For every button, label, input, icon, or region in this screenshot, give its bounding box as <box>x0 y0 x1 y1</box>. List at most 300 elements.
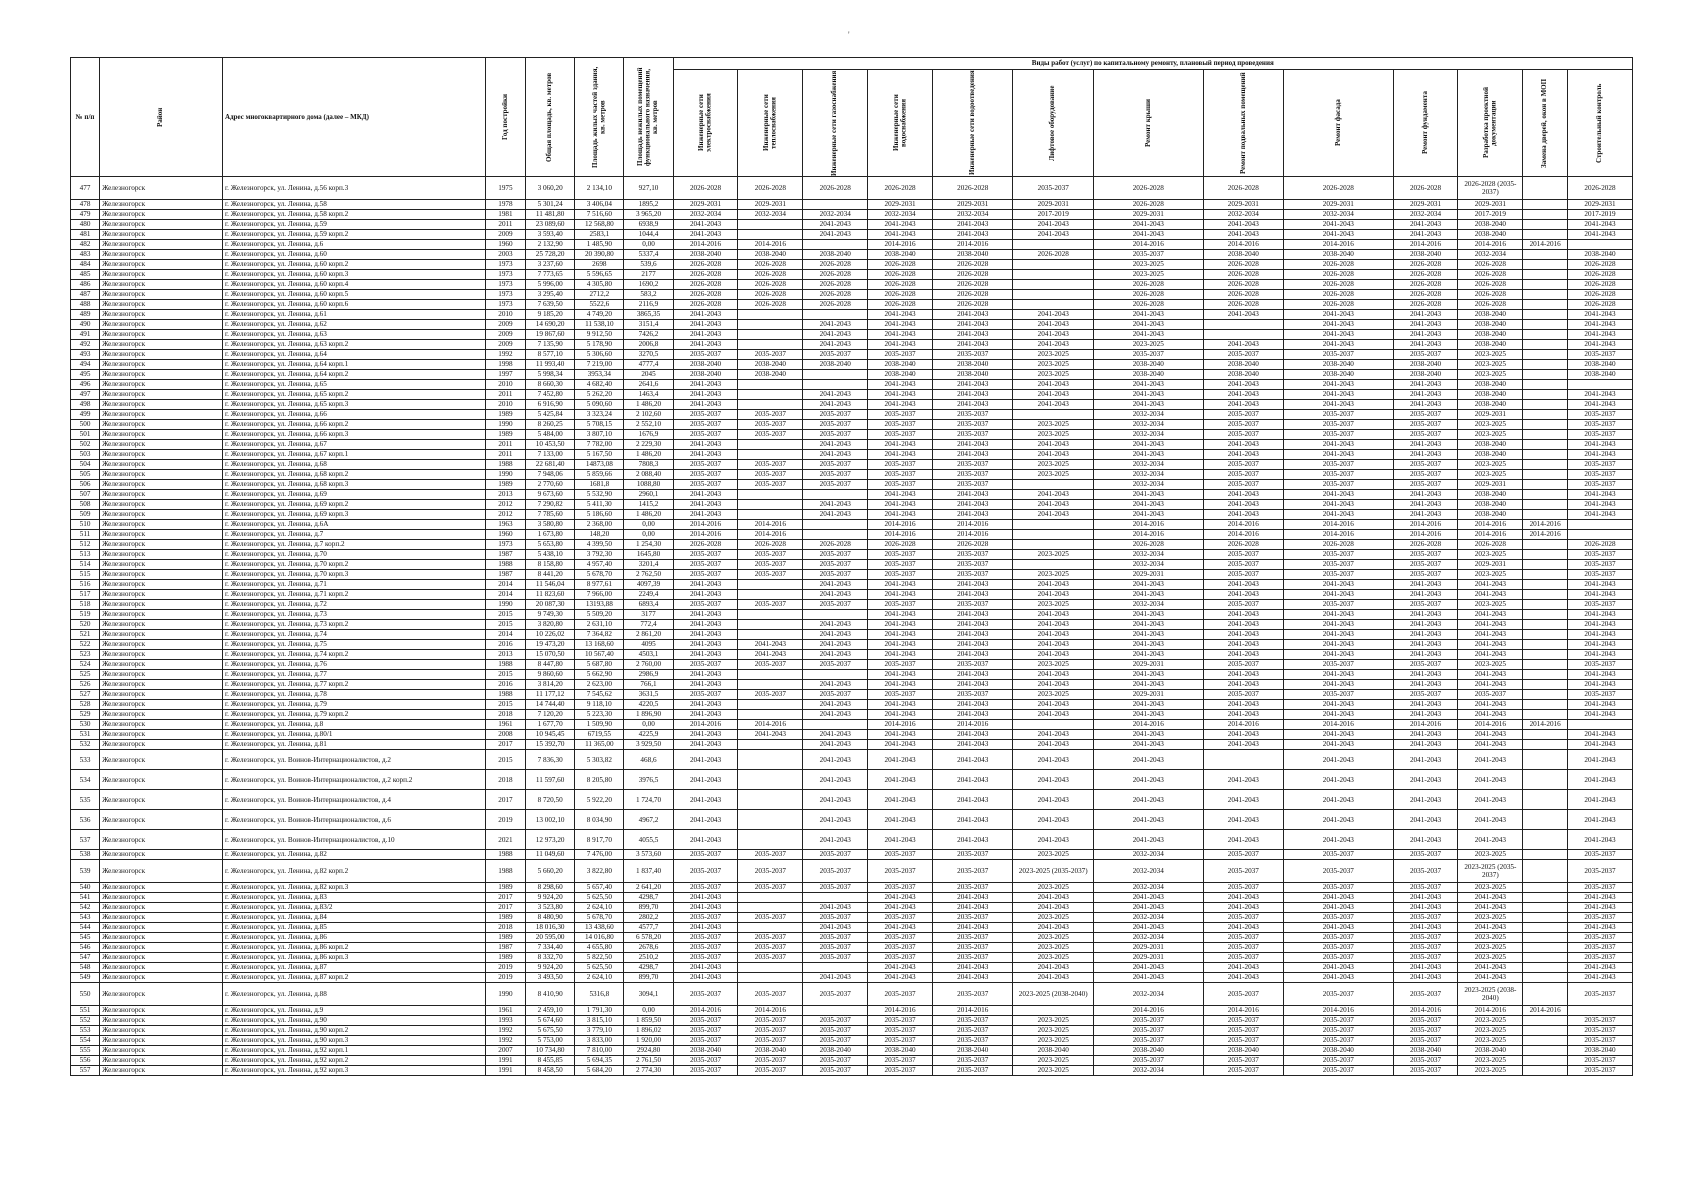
table-cell: 2035-2037 <box>1284 480 1394 490</box>
table-cell: 2018 <box>485 923 525 933</box>
table-cell: 2041-2043 <box>1568 670 1633 680</box>
address-cell: г. Железногорск, ул. Ленина, д.86 корп.2 <box>223 943 486 953</box>
table-cell: 2041-2043 <box>673 400 738 410</box>
table-cell: 2026-2028 <box>673 280 738 290</box>
table-cell: 2041-2043 <box>1284 380 1394 390</box>
table-cell: 2026-2028 <box>1284 177 1394 200</box>
district-cell: Железногорск <box>100 620 223 630</box>
table-cell: 3 807,10 <box>575 430 624 440</box>
table-cell <box>738 680 803 690</box>
table-cell: 2041-2043 <box>1203 220 1284 230</box>
table-cell: 2038-2040 <box>1393 1046 1458 1056</box>
table-cell: 2014-2016 <box>932 720 1013 730</box>
table-cell: 2041-2043 <box>1393 510 1458 520</box>
table-cell: 2041-2043 <box>932 810 1013 830</box>
table-cell: 2023-2025 (2035-2037) <box>1013 860 1094 883</box>
table-cell: 12 568,80 <box>575 220 624 230</box>
table-cell: 2035-2037 <box>738 913 803 923</box>
table-cell <box>738 893 803 903</box>
table-cell: 2023-2025 <box>1013 600 1094 610</box>
table-cell: 2035-2037 <box>673 690 738 700</box>
table-cell: 2035-2037 <box>1203 913 1284 923</box>
table-cell: 2038-2040 <box>1458 380 1523 390</box>
table-cell: 9 912,50 <box>575 330 624 340</box>
table-cell: 2035-2037 <box>738 600 803 610</box>
table-cell: 927,10 <box>624 177 673 200</box>
district-cell: Железногорск <box>100 470 223 480</box>
table-cell: 2712,2 <box>575 290 624 300</box>
table-row <box>71 250 1633 260</box>
table-cell: 2035-2037 <box>1203 600 1284 610</box>
header-address: Адрес многоквартирного дома (далее – МКД) <box>223 58 486 177</box>
district-cell: Железногорск <box>100 520 223 530</box>
header-work-9: Ремонт фундамента <box>1393 70 1458 177</box>
row-number: 494 <box>71 360 100 370</box>
table-cell: 2041-2043 <box>1093 500 1203 510</box>
table-cell: 2041-2043 <box>1093 790 1203 810</box>
table-cell <box>1523 983 1568 1006</box>
table-cell: 2035-2037 <box>673 460 738 470</box>
table-cell: 11 177,12 <box>526 690 575 700</box>
table-cell: 5 425,84 <box>526 410 575 420</box>
table-cell <box>1523 913 1568 923</box>
table-cell: 2038-2040 <box>1093 370 1203 380</box>
table-cell: 2041-2043 <box>673 320 738 330</box>
table-cell: 2035-2037 <box>868 430 933 440</box>
table-cell: 2035-2037 <box>1568 1036 1633 1046</box>
table-cell: 10 567,40 <box>575 650 624 660</box>
table-cell: 2035-2037 <box>1284 860 1394 883</box>
table-cell: 1993 <box>485 1016 525 1026</box>
table-cell: 2035-2037 <box>1393 953 1458 963</box>
table-cell: 2041-2043 <box>868 390 933 400</box>
table-cell: 2041-2043 <box>1393 893 1458 903</box>
table-cell: 2023-2025 <box>1093 260 1203 270</box>
table-cell: 2014-2016 <box>1284 720 1394 730</box>
address-cell: г. Железногорск, ул. Ленина, д.63 корп.2 <box>223 340 486 350</box>
table-cell: 2029-2031 <box>1093 660 1203 670</box>
table-cell: 2041-2043 <box>673 220 738 230</box>
address-cell: г. Железногорск, ул. Ленина, д.77 <box>223 670 486 680</box>
table-cell: 2 134,10 <box>575 177 624 200</box>
table-cell: 2035-2037 <box>932 550 1013 560</box>
table-cell: 2026-2028 <box>1568 540 1633 550</box>
address-cell: г. Железногорск, ул. Ленина, д.59 <box>223 220 486 230</box>
table-cell: 2035-2037 <box>1093 1056 1203 1066</box>
table-cell: 1988 <box>485 850 525 860</box>
table-cell: 2041-2043 <box>803 923 868 933</box>
district-cell: Железногорск <box>100 570 223 580</box>
table-cell: 2032-2034 <box>1093 600 1203 610</box>
table-cell: 2041-2043 <box>1393 770 1458 790</box>
table-cell: 2041-2043 <box>1203 440 1284 450</box>
table-cell: 2041-2043 <box>803 320 868 330</box>
table-cell: 2035-2037 <box>1568 560 1633 570</box>
table-cell: 5 822,50 <box>575 953 624 963</box>
table-cell: 2035-2037 <box>1203 460 1284 470</box>
table-cell: 2035-2037 <box>932 953 1013 963</box>
table-cell: 2026-2028 <box>1284 270 1394 280</box>
table-cell: 2041-2043 <box>1093 893 1203 903</box>
table-cell: 2032-2034 <box>1393 210 1458 220</box>
table-cell: 5 262,20 <box>575 390 624 400</box>
table-cell: 2041-2043 <box>1203 620 1284 630</box>
table-cell: 2014-2016 <box>738 530 803 540</box>
district-cell: Железногорск <box>100 1066 223 1076</box>
table-cell: 2035-2037 <box>1284 933 1394 943</box>
table-cell: 7 785,60 <box>526 510 575 520</box>
table-cell: 2026-2028 <box>1458 290 1523 300</box>
table-cell: 2032-2034 <box>1093 430 1203 440</box>
table-cell: 2041-2043 <box>932 380 1013 390</box>
table-cell: 1463,4 <box>624 390 673 400</box>
table-cell: 2041-2043 <box>1458 740 1523 750</box>
district-cell: Железногорск <box>100 420 223 430</box>
table-row <box>71 390 1633 400</box>
table-cell: 2041-2043 <box>673 580 738 590</box>
table-cell <box>1523 560 1568 570</box>
row-number: 495 <box>71 370 100 380</box>
row-number: 548 <box>71 963 100 973</box>
table-row <box>71 290 1633 300</box>
table-cell: 2041-2043 <box>1093 620 1203 630</box>
table-cell: 4 399,50 <box>575 540 624 550</box>
table-cell: 2041-2043 <box>932 610 1013 620</box>
table-cell: 2035-2037 <box>738 953 803 963</box>
table-cell: 2041-2043 <box>1458 893 1523 903</box>
table-cell: 2041-2043 <box>1393 830 1458 850</box>
table-row <box>71 973 1633 983</box>
table-cell: 2035-2037 <box>1568 860 1633 883</box>
table-cell: 2038-2040 <box>868 250 933 260</box>
table-cell: 2041-2043 <box>673 620 738 630</box>
table-cell: 2041-2043 <box>932 320 1013 330</box>
table-cell: 2035-2037 <box>868 850 933 860</box>
table-cell: 2023-2025 <box>1458 850 1523 860</box>
table-cell: 2038-2040 <box>1458 390 1523 400</box>
table-cell: 1 837,40 <box>624 860 673 883</box>
table-cell <box>1523 360 1568 370</box>
table-cell: 2029-2031 <box>1093 690 1203 700</box>
table-row <box>71 360 1633 370</box>
table-cell: 2041-2043 <box>1393 810 1458 830</box>
table-cell: 5 678,70 <box>575 913 624 923</box>
table-cell: 8 977,61 <box>575 580 624 590</box>
table-row <box>71 470 1633 480</box>
table-cell: 2041-2043 <box>1284 620 1394 630</box>
table-cell: 2035-2037 <box>1393 600 1458 610</box>
table-cell: 2041-2043 <box>1203 923 1284 933</box>
table-cell: 2023-2025 <box>1458 943 1523 953</box>
table-cell: 2041-2043 <box>1013 740 1094 750</box>
table-cell: 3 593,40 <box>526 230 575 240</box>
table-cell: 1961 <box>485 1006 525 1016</box>
table-cell: 2035-2037 <box>803 1066 868 1076</box>
table-cell <box>1523 630 1568 640</box>
district-cell: Железногорск <box>100 450 223 460</box>
table-cell: 2035-2037 <box>868 1026 933 1036</box>
address-cell: г. Железногорск, ул. Ленина, д.60 <box>223 250 486 260</box>
table-cell: 2032-2034 <box>1203 210 1284 220</box>
table-cell: 2041-2043 <box>932 330 1013 340</box>
table-cell: 2038-2040 <box>1284 250 1394 260</box>
table-cell: 2035-2037 <box>673 560 738 570</box>
table-cell <box>1523 550 1568 560</box>
table-cell: 2026-2028 <box>1284 280 1394 290</box>
table-cell: 2041-2043 <box>673 923 738 933</box>
table-cell: 2035-2037 <box>1568 470 1633 480</box>
table-cell: 2041-2043 <box>1568 400 1633 410</box>
table-cell: 2023-2025 <box>1458 933 1523 943</box>
table-cell: 2035-2037 <box>1393 913 1458 923</box>
table-cell: 2041-2043 <box>932 893 1013 903</box>
table-cell: 2035-2037 <box>1203 983 1284 1006</box>
table-row <box>71 420 1633 430</box>
row-number: 496 <box>71 380 100 390</box>
table-cell <box>1203 320 1284 330</box>
table-cell: 2035-2037 <box>868 883 933 893</box>
table-cell: 2035-2037 <box>1284 600 1394 610</box>
table-cell: 9 118,10 <box>575 700 624 710</box>
table-cell: 1990 <box>485 600 525 610</box>
table-cell: 2041-2043 <box>673 490 738 500</box>
table-cell <box>803 240 868 250</box>
table-cell: 2041-2043 <box>1458 580 1523 590</box>
table-cell: 2035-2037 <box>1568 600 1633 610</box>
row-number: 556 <box>71 1056 100 1066</box>
table-cell: 2035-2037 <box>1203 860 1284 883</box>
table-cell: 2035-2037 <box>868 660 933 670</box>
table-cell: 2032-2034 <box>1093 983 1203 1006</box>
table-cell: 2035-2037 <box>673 1066 738 1076</box>
table-cell: 2 102,60 <box>624 410 673 420</box>
table-cell: 2038-2040 <box>1568 360 1633 370</box>
table-cell: 2007 <box>485 1046 525 1056</box>
table-cell: 2035-2037 <box>738 570 803 580</box>
table-cell: 2035-2037 <box>803 560 868 570</box>
address-cell: г. Железногорск, ул. Ленина, д.83 <box>223 893 486 903</box>
table-cell: 20 087,30 <box>526 600 575 610</box>
address-cell: г. Железногорск, ул. Ленина, д.86 <box>223 933 486 943</box>
table-cell: 2041-2043 <box>673 590 738 600</box>
table-cell: 1973 <box>485 270 525 280</box>
table-cell: 2014-2016 <box>1393 720 1458 730</box>
table-cell: 2583,1 <box>575 230 624 240</box>
table-cell: 2023-2025 <box>1458 883 1523 893</box>
table-cell: 2041-2043 <box>868 770 933 790</box>
table-cell: 5 662,90 <box>575 670 624 680</box>
row-number: 479 <box>71 210 100 220</box>
table-cell: 2035-2037 <box>673 350 738 360</box>
table-cell: 2023-2025 <box>1093 270 1203 280</box>
row-number: 526 <box>71 680 100 690</box>
table-cell: 2041-2043 <box>673 650 738 660</box>
table-cell: 2 760,00 <box>624 660 673 670</box>
table-cell: 2041-2043 <box>932 310 1013 320</box>
table-cell: 2035-2037 <box>1284 1056 1394 1066</box>
table-cell <box>1523 540 1568 550</box>
table-cell: 2035-2037 <box>932 410 1013 420</box>
table-cell: 2041-2043 <box>673 670 738 680</box>
table-cell: 1088,80 <box>624 480 673 490</box>
table-cell: 2014-2016 <box>868 520 933 530</box>
table-cell: 2035-2037 <box>1568 983 1633 1006</box>
table-cell: 1989 <box>485 913 525 923</box>
table-cell: 5 301,24 <box>526 200 575 210</box>
table-cell: 2041-2043 <box>1284 510 1394 520</box>
table-cell <box>1523 933 1568 943</box>
table-row <box>71 690 1633 700</box>
row-number: 551 <box>71 1006 100 1016</box>
table-cell: 1992 <box>485 1036 525 1046</box>
table-cell: 2041-2043 <box>1393 400 1458 410</box>
table-cell: 2026-2028 <box>803 290 868 300</box>
table-cell: 2035-2037 <box>1284 850 1394 860</box>
table-cell <box>1523 270 1568 280</box>
table-cell: 2011 <box>485 450 525 460</box>
table-cell: 2041-2043 <box>868 903 933 913</box>
address-cell: г. Железногорск, ул. Ленина, д.73 корп.2 <box>223 620 486 630</box>
table-cell: 2038-2040 <box>1458 340 1523 350</box>
table-cell: 0,00 <box>624 530 673 540</box>
table-cell: 2041-2043 <box>1013 590 1094 600</box>
table-cell: 2014-2016 <box>1093 240 1203 250</box>
table-cell: 2032-2034 <box>1093 913 1203 923</box>
table-row <box>71 630 1633 640</box>
table-cell: 2038-2040 <box>1284 360 1394 370</box>
table-cell: 1988 <box>485 660 525 670</box>
table-cell: 2041-2043 <box>1013 380 1094 390</box>
district-cell: Железногорск <box>100 220 223 230</box>
table-cell: 2041-2043 <box>868 750 933 770</box>
table-cell: 2026-2028 <box>673 177 738 200</box>
table-cell: 2041-2043 <box>803 680 868 690</box>
table-cell <box>1523 600 1568 610</box>
table-cell: 8 410,90 <box>526 983 575 1006</box>
table-cell: 2014-2016 <box>1284 520 1394 530</box>
district-cell: Железногорск <box>100 1046 223 1056</box>
table-cell: 2041-2043 <box>1568 973 1633 983</box>
district-cell: Железногорск <box>100 230 223 240</box>
table-cell: 2041-2043 <box>803 740 868 750</box>
table-cell: 2041-2043 <box>1393 390 1458 400</box>
table-cell <box>1568 240 1633 250</box>
table-cell: 3 792,30 <box>575 550 624 560</box>
table-cell: 2035-2037 <box>738 943 803 953</box>
table-cell: 2035-2037 <box>868 953 933 963</box>
address-cell: г. Железногорск, ул. Ленина, д.7 <box>223 530 486 540</box>
table-cell: 2026-2028 <box>738 280 803 290</box>
table-cell: 2023-2025 <box>1458 550 1523 560</box>
table-cell: 2023-2025 <box>1013 420 1094 430</box>
district-cell: Железногорск <box>100 720 223 730</box>
district-cell: Железногорск <box>100 923 223 933</box>
row-number: 543 <box>71 913 100 923</box>
address-cell: г. Железногорск, ул. Ленина, д.74 корп.2 <box>223 650 486 660</box>
table-cell <box>803 200 868 210</box>
table-cell <box>1523 400 1568 410</box>
table-cell: 2041-2043 <box>868 893 933 903</box>
table-row <box>71 740 1633 750</box>
table-cell: 2041-2043 <box>1393 923 1458 933</box>
table-cell: 2035-2037 <box>803 1056 868 1066</box>
table-cell: 3 060,20 <box>526 177 575 200</box>
table-cell: 2041-2043 <box>1203 670 1284 680</box>
table-row <box>71 210 1633 220</box>
table-cell: 13 002,10 <box>526 810 575 830</box>
table-cell: 2041-2043 <box>932 730 1013 740</box>
table-cell: 2014-2016 <box>673 530 738 540</box>
table-cell: 2041-2043 <box>1393 750 1458 770</box>
address-cell: г. Железногорск, ул. Ленина, д.8 <box>223 720 486 730</box>
table-cell: 2023-2025 <box>1013 883 1094 893</box>
table-cell: 2035-2037 <box>932 420 1013 430</box>
table-cell: 2041-2043 <box>1093 710 1203 720</box>
table-cell <box>1013 260 1094 270</box>
table-cell: 2041-2043 <box>932 630 1013 640</box>
table-cell: 2023-2025 <box>1093 340 1203 350</box>
table-cell: 2041-2043 <box>868 340 933 350</box>
table-cell: 2041-2043 <box>1568 340 1633 350</box>
table-cell: 4225,9 <box>624 730 673 740</box>
table-cell: 2041-2043 <box>1284 923 1394 933</box>
table-cell: 2008 <box>485 730 525 740</box>
table-cell <box>1523 280 1568 290</box>
table-cell: 2041-2043 <box>1284 903 1394 913</box>
table-cell: 2041-2043 <box>673 740 738 750</box>
district-cell: Железногорск <box>100 700 223 710</box>
table-cell: 2026-2028 <box>1203 280 1284 290</box>
table-cell: 4 682,40 <box>575 380 624 390</box>
table-row <box>71 1026 1633 1036</box>
table-cell: 2041-2043 <box>1568 220 1633 230</box>
table-cell: 2035-2037 <box>1393 1056 1458 1066</box>
row-number: 528 <box>71 700 100 710</box>
table-cell: 2035-2037 <box>738 550 803 560</box>
table-cell: 2026-2028 <box>1203 177 1284 200</box>
table-cell: 2038-2040 <box>803 1046 868 1056</box>
row-number: 486 <box>71 280 100 290</box>
table-cell: 1989 <box>485 430 525 440</box>
table-cell: 2035-2037 <box>803 470 868 480</box>
table-cell: 2026-2028 (2035-2037) <box>1458 177 1523 200</box>
table-cell: 6938,9 <box>624 220 673 230</box>
row-number: 534 <box>71 770 100 790</box>
table-cell <box>738 400 803 410</box>
table-cell: 10 734,80 <box>526 1046 575 1056</box>
table-cell <box>738 220 803 230</box>
table-cell: 12 973,20 <box>526 830 575 850</box>
table-cell <box>1523 500 1568 510</box>
address-cell: г. Железногорск, ул. Ленина, д.63 <box>223 330 486 340</box>
table-cell: 2009 <box>485 230 525 240</box>
table-cell <box>738 320 803 330</box>
row-number: 477 <box>71 177 100 200</box>
table-cell: 1960 <box>485 240 525 250</box>
table-cell: 2018 <box>485 710 525 720</box>
address-cell: г. Железногорск, ул. Ленина, д.58 корп.2 <box>223 210 486 220</box>
table-cell: 2029-2031 <box>1203 200 1284 210</box>
table-cell: 2641,6 <box>624 380 673 390</box>
table-cell: 2041-2043 <box>1458 790 1523 810</box>
table-cell: 2014-2016 <box>1203 720 1284 730</box>
table-cell: 1989 <box>485 410 525 420</box>
row-number: 505 <box>71 470 100 480</box>
table-cell: 2035-2037 <box>932 350 1013 360</box>
table-cell: 2038-2040 <box>1284 1046 1394 1056</box>
table-cell: 2 368,00 <box>575 520 624 530</box>
table-cell: 2038-2040 <box>738 370 803 380</box>
